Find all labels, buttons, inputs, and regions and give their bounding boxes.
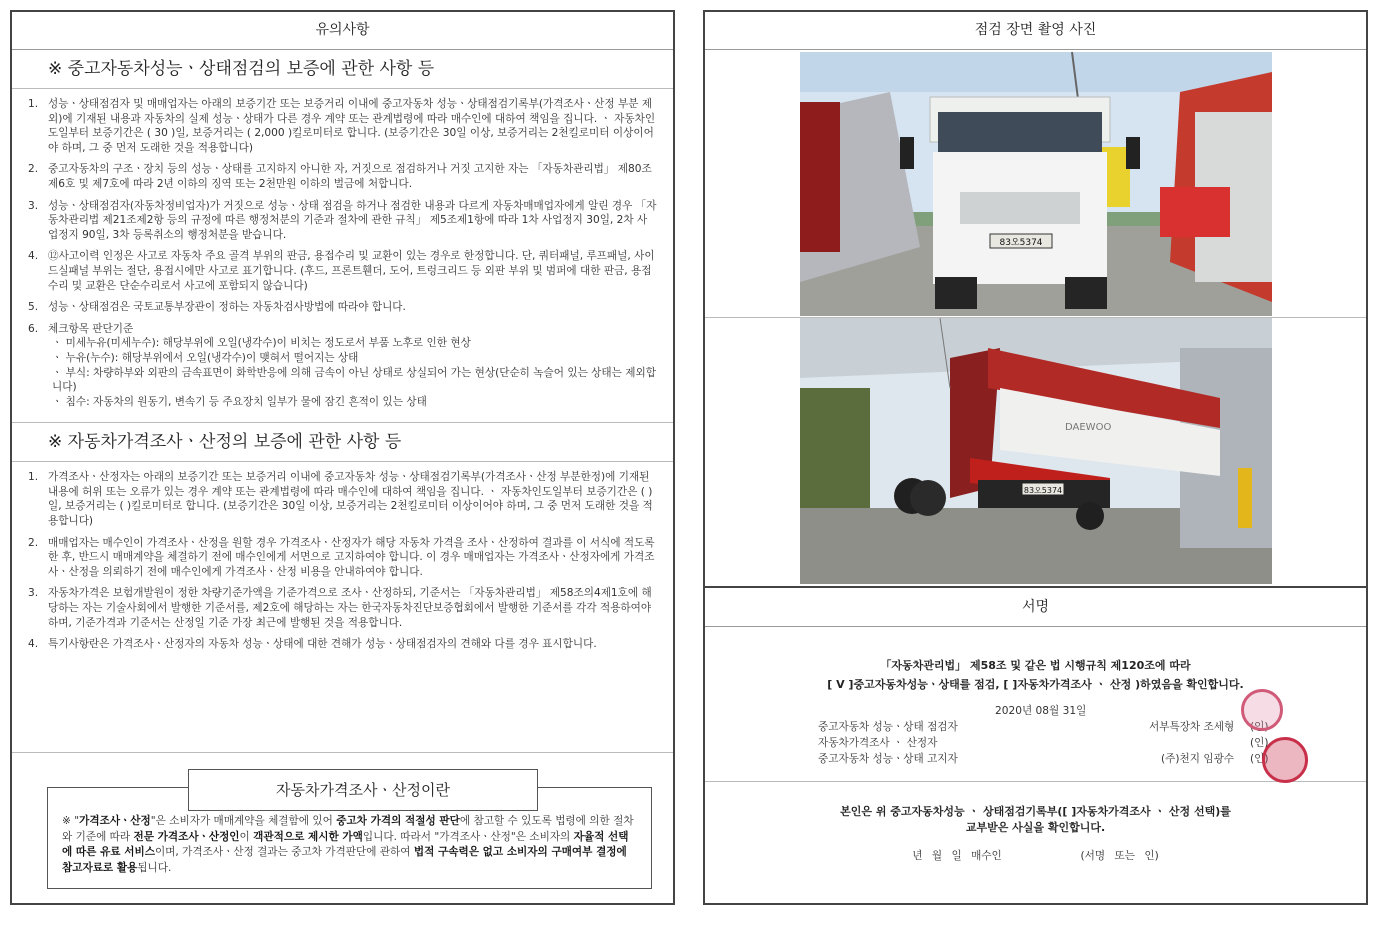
- plate-number-rear: 83오5374: [1023, 486, 1063, 495]
- performance-warranty-list: [12, 89, 673, 422]
- list-item: 3. 성능ㆍ상태점검자(자동차정비업자)가 거짓으로 성능ㆍ상태 점검을 하거나 점검한 내용과 다르게 자동차매매업자에게 알린 경우 「자동차관리법 제21조제2항 등의 규정에 따른 행정처분의 기준과 절차에 관한 규칙」 제5조제1항에 따라 1차 사업정지 30일, 2차 사업정지 90일, 3차 등록취소의 행정처분을 받습니다.: [28, 199, 657, 241]
- criteria-leak: ㆍ 누유(누수): 해당부위에서 오일(냉각수)이 맺혀서 떨어지는 상태: [52, 351, 359, 364]
- buyer-confirm-text: 본인은 위 중고자동차성능 ㆍ 상태점검기록부([ ]자동차가격조사 ㆍ 산정 선택)를 교부받은 사실을 확인합니다.: [840, 805, 1231, 834]
- list-item: 2. 매매업자는 매수인이 가격조사ㆍ산정을 원할 경우 가격조사ㆍ산정자가 해당 자동차 가격을 조사ㆍ산정하여 결과를 이 서식에 적도록 한 후, 반드시 매매계약을 체결하기 전에 매수인에게 서면으로 고지하여야 합니다. 이 경우 매매업자는 가격조사ㆍ산정자에게 가격조사ㆍ산정을 의뢰하기 전에 매수인에게 가격조사ㆍ산정 비용을 안내하여야 합니다.: [28, 536, 655, 578]
- law-line-1: 「자동차관리법」 제58조 및 같은 법 시행규칙 제120조에 따라: [880, 659, 1191, 672]
- notifier-seal-mark: (인): [1250, 753, 1269, 765]
- criteria-fine-leak: ㆍ 미세누유(미세누수): 해당부위에 오일(냉각수)이 비치는 정도로서 부품 노후로 인한 현상: [52, 337, 471, 350]
- signature-body: [705, 627, 1366, 782]
- price-warranty-title: ※ 자동차가격조사ㆍ산정의 보증에 관한 사항 등: [12, 422, 673, 462]
- check-criteria-title: 체크항목 판단기준: [48, 322, 134, 335]
- truck-brand-text: DAEWOO: [1065, 422, 1112, 433]
- criteria-corrosion: ㆍ 부식: 차량하부와 외판의 금속표면이 화학반응에 의해 금속이 아닌 상태로 상실되어 가는 현상(단순히 녹슬어 있는 상태는 제외합니다): [52, 366, 656, 394]
- list-item-check-criteria: 6. 체크항목 판단기준 ㆍ 미세누유(미세누수): 해당부위에 오일(냉각수)이 비치는 정도로서 부품 노후로 인한 현상 ㆍ 누유(누수): 해당부위에서 오일(냉각수)이 맺혀서 떨어지는 상태 ㆍ 부식: 차량하부와 외판의 금속표면이 화학반응에 의해 금속이 아닌 상태로 상실되어 가는 현상(단순히 녹슬어 있는 상태는 제외합니다) ㆍ 침수: 자동차의 원동기, 변속기 등 주요장치 일부가 물에 잠긴 흔적이 있는 상태: [28, 322, 656, 408]
- law-line-2: [ V ]중고자동차성능ㆍ상태를 점검, [ ]자동차가격조사 ㆍ 산정 )하였음을 확인합니다.: [827, 678, 1244, 691]
- appraiser-seal-mark: (인): [1250, 737, 1269, 749]
- truck-front-photo: [800, 52, 1272, 316]
- list-item: 4. 특기사항란은 가격조사ㆍ산정자의 자동차 성능ㆍ상태에 대한 견해가 성능ㆍ상태점검자의 견해와 다를 경우 표시합니다.: [28, 638, 597, 651]
- appraiser-role: 자동차가격조사 ㆍ 산정자: [818, 737, 938, 749]
- list-item: 2. 중고자동차의 구조ㆍ장치 등의 성능ㆍ상태를 고지하지 아니한 자, 거짓으로 점검하거나 거짓 고지한 자는 「자동차관리법」 제80조제6호 및 제7호에 따라 2년 이하의 징역 또는 2천만원 이하의 벌금에 처합니다.: [28, 163, 652, 190]
- list-item: 1. 성능ㆍ상태점검자 및 매매업자는 아래의 보증기간 또는 보증거리 이내에 중고자동차 성능ㆍ상태점검기록부(가격조사ㆍ산정 부분 제외)에 기재된 내용과 자동차의 실제 성능ㆍ상태가 다른 경우 계약 또는 관계법령에 따라 매수인에 대하여 책임을 집니다. ㆍ 자동차인도일부터 보증기간은 ( 30 )일, 보증거리는 ( 2,000 )킬로미터로 합니다. (보증기간은 30일 이상, 보증거리는 2천킬로미터 이상이어야 하며, 그 중 먼저 도래한 것을 적용합니다): [28, 98, 656, 154]
- inspector-role: 중고자동차 성능ㆍ상태 점검자: [818, 721, 958, 733]
- signature-header: 서명: [705, 588, 1366, 627]
- inspector-red-seal: [1241, 689, 1283, 731]
- notifier-red-seal: [1262, 737, 1308, 783]
- list-item: 4. ⑫사고이력 인정은 사고로 자동차 주요 골격 부위의 판금, 용접수리 및 교환이 있는 경우로 한정합니다. 단, 쿼터패널, 루프패널, 사이드실패널 부위는 절단, 용접시에만 사고로 표기합니다. (후드, 프론트휀더, 도어, 트렁크리드 등 외판 부위 및 범퍼에 대한 판금, 용접수리 및 교환은 단순수리로서 사고에 포함되지 않습니다): [28, 250, 655, 292]
- sign-or-seal-hint: (서명 또는 인): [1080, 850, 1159, 862]
- inspection-photo-area: [705, 50, 1366, 586]
- photo-signature-panel: [703, 10, 1368, 905]
- performance-warranty-title: ※ 중고자동차성능ㆍ상태점검의 보증에 관한 사항 등: [12, 50, 673, 89]
- inspector-name: 서부특장차 조세형: [1149, 721, 1235, 733]
- price-definition-box: ※ "가격조사ㆍ산정"은 소비자가 매매계약을 체결함에 있어 중고차 가격의 적절성 판단에 참고할 수 있도록 법령에 의한 절차와 기준에 따라 전문 가격조사ㆍ산정인이 객관적으로 제시한 가액입니다. 따라서 "가격조사ㆍ산정"은 소비자의 자율적 선택에 따른 유료 서비스이며, 가격조사ㆍ산정 결과는 중고차 가격판단에 관하여 법적 구속력은 없고 소비자의 구매여부 결정에 참고자료로 활용됩니다.: [47, 787, 652, 889]
- criteria-flood: ㆍ 침수: 자동차의 원동기, 변속기 등 주요장치 일부가 물에 잠긴 흔적이 있는 상태: [52, 395, 427, 408]
- list-item: 5. 성능ㆍ상태점검은 국토교통부장관이 정하는 자동차검사방법에 따라야 합니다.: [28, 301, 406, 314]
- notice-header: 유의사항: [12, 12, 673, 50]
- notifier-role: 중고자동차 성능ㆍ상태 고지자: [818, 753, 958, 765]
- signature-date: 2020년 08월 31일: [995, 705, 1087, 717]
- truck-rear-photo: [800, 318, 1272, 584]
- notice-panel: [10, 10, 675, 905]
- buyer-sign-line: 년 월 일 매수인 (서명 또는 인): [912, 850, 1159, 862]
- notifier-name: (주)천지 임광수: [1161, 753, 1235, 765]
- price-warranty-list: [12, 462, 673, 665]
- list-item: 1. 가격조사ㆍ산정자는 아래의 보증기간 또는 보증거리 이내에 중고자동차 성능ㆍ상태점검기록부(가격조사ㆍ산정 부분한정)에 기재된 내용에 허위 또는 오류가 있는 경우 계약 또는 관계법령에 따라 매수인에 대하여 책임을 집니다. ㆍ 자동차인도일부터 보증기간은 ( )일, 보증거리는 ( )킬로미터로 합니다. (보증기간은 30일 이상, 보증거리는 2천킬로미터 이상이어야 하며, 그 중 먼저 도래한 것을 적용합니다): [28, 471, 653, 528]
- plate-number-front: 83오5374: [999, 238, 1043, 248]
- list-item: 3. 자동차가격은 보험개발원이 정한 차량기준가액을 기준가격으로 조사ㆍ산정하되, 기준서는 「자동차관리법」 제58조의4제1호에 해당하는 자는 기술사회에서 발행한 기준서를, 제2호에 해당하는 자는 한국자동차진단보증협회에서 발행한 기준서를 각각 적용하여야 하며, 기준가격과 기준서는 산정일 기준 가장 최근에 발행된 것을 적용합니다.: [28, 587, 652, 629]
- price-definition-title: 자동차가격조사ㆍ산정이란: [188, 769, 538, 811]
- inspector-seal-mark: (인): [1250, 721, 1269, 733]
- price-definition-section: [12, 752, 673, 903]
- photo-header: 점검 장면 촬영 사진: [705, 12, 1366, 50]
- signature-section: [705, 586, 1366, 903]
